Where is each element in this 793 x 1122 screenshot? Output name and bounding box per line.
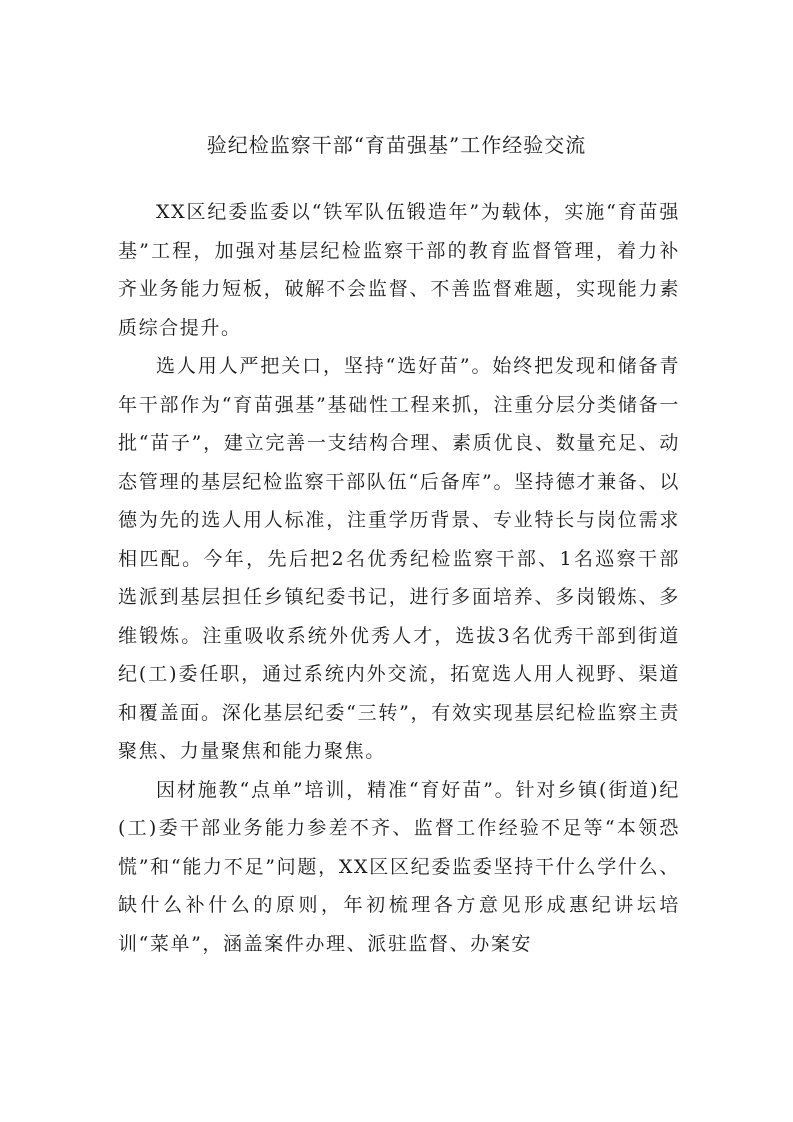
document-title: 验纪检监察干部“育苗强基”工作经验交流 bbox=[206, 133, 587, 157]
paragraph-training: 因材施教“点单”培训，精准“育好苗”。针对乡镇(街道)纪(工)委干部业务能力参差不齐、监督工作经验不足等“本领恐慌”和“能力不足”问题，XX区区纪委监委坚持干什么学什么、缺什么补什么的原则，年初梳理各方意见形成惠纪讲坛培训“菜单”，涵盖案件办理、派驻监督、办案安 bbox=[118, 778, 680, 955]
paragraph-intro: XX区纪委监委以“铁军队伍锻造年”为载体，实施“育苗强基”工程，加强对基层纪检监察干部的教育监督管理，着力补齐业务能力短板，破解不会监督、不善监督难题，实现能力素质综合提升。 bbox=[118, 201, 680, 339]
paragraph-selection: 选人用人严把关口，坚持“选好苗”。始终把发现和储备青年干部作为“育苗强基”基础性工程来抓，注重分层分类储备一批“苗子”，建立完善一支结构合理、素质优良、数量充足、动态管理的基层纪检监察干部队伍“后备库”。坚持德才兼备、以德为先的选人用人标准，注重学历背景、专业特长与岗位需求相匹配。今年，先后把2名优秀纪检监察干部、1名巡察干部选派到基层担任乡镇纪委书记，进行多面培养、多岗锻炼、多维锻炼。注重吸收系统外优秀人才，选拔3名优秀干部到街道纪(工)委任职，通过系统内外交流，拓宽选人用人视野、渠道和覆盖面。深化基层纪委“三转”，有效实现基层纪检监察主责聚焦、力量聚焦和能力聚焦。 bbox=[118, 355, 680, 762]
document-body bbox=[118, 193, 680, 963]
